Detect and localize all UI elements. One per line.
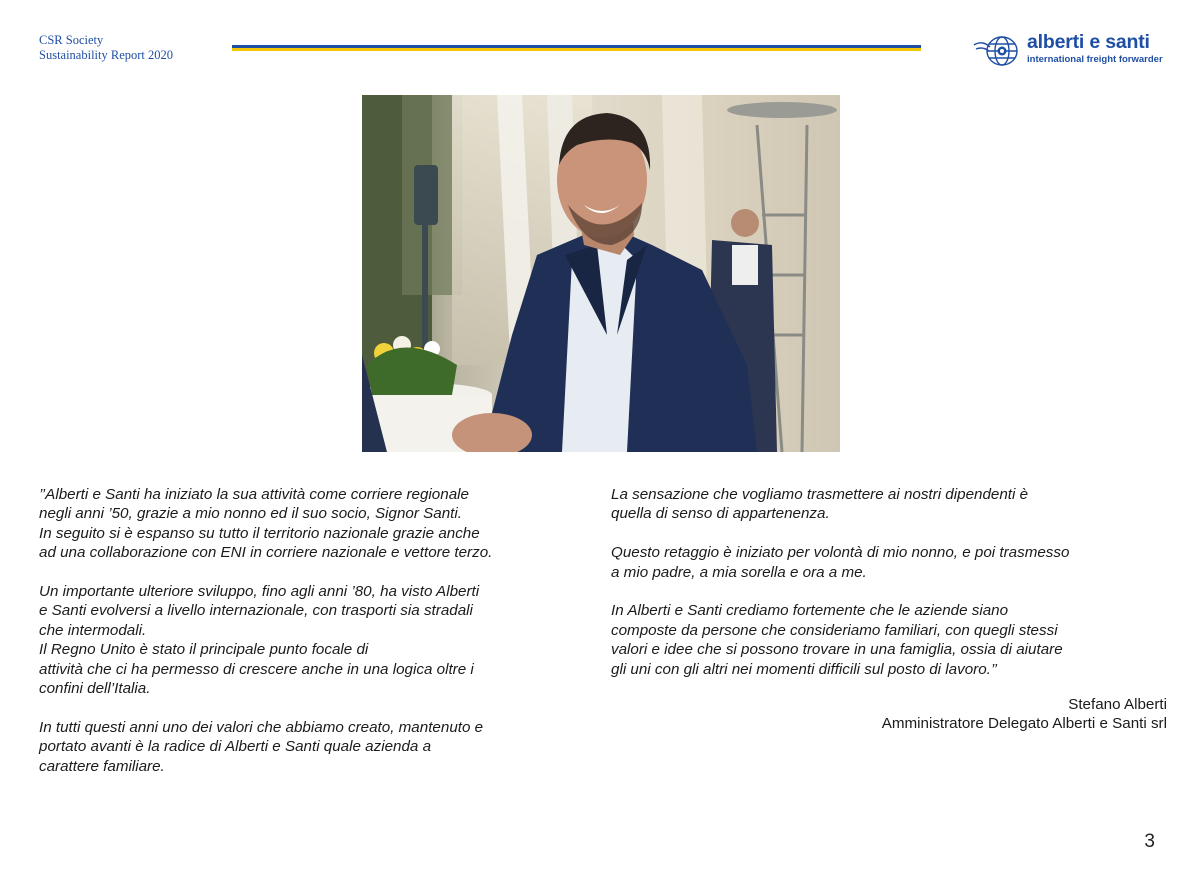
quote-paragraph: In Alberti e Santi crediamo fortemente che le aziende siano composte da persone che consideriamo familiari, con quegli stessi valori e idee che si possono trovare in una famiglia, ossia di aiutare gli uni con gli altri nei momenti difficili sul posto di lavoro.’’ xyxy=(611,602,1063,678)
header-divider-yellow xyxy=(232,48,921,51)
quote-left-column xyxy=(39,485,599,795)
quote-paragraph: La sensazione che vogliamo trasmettere ai nostri dipendenti è quella di senso di appartenenza. xyxy=(611,486,1029,523)
header-divider xyxy=(232,45,921,51)
logo-brand: alberti e santi xyxy=(1027,31,1150,53)
signature-name: Stefano Alberti xyxy=(1068,696,1167,713)
globe-icon xyxy=(972,35,1024,67)
logo-tagline: international freight forwarder xyxy=(1027,54,1163,65)
quote-paragraph: In tutti questi anni uno dei valori che abbiamo creato, mantenuto e portato avanti è la radice di Alberti e Santi quale azienda a carattere familiare. xyxy=(39,718,484,775)
quote-paragraph: ’’Alberti e Santi ha iniziato la sua attività come corriere regionale negli anni ’50, grazie a mio nonno ed il suo socio, Signor Santi. In seguito si è espanso su tutto il territorio nazionale grazie anche ad una collaborazione con ENI in corriere nazionale e vettore terzo. xyxy=(39,486,493,562)
signature-role: Amministratore Delegato Alberti e Santi srl xyxy=(881,715,1167,733)
header-society: CSR Society xyxy=(39,33,104,47)
portrait-photo xyxy=(362,95,840,452)
report-header xyxy=(39,33,173,63)
page-number: 3 xyxy=(1144,831,1155,852)
signature xyxy=(882,695,1167,734)
quote-paragraph: Un importante ulteriore sviluppo, fino agli anni ’80, ha visto Alberti e Santi evolversi a livello internazionale, con trasporti sia stradali che intermodali. Il Regno Unito è stato il principale punto focale di attività che ci ha permesso di crescere anche in una logica oltre i confini dell’Italia. xyxy=(39,583,480,698)
company-logo xyxy=(972,33,1167,69)
quote-paragraph: Questo retaggio è iniziato per volontà di mio nonno, e poi trasmesso a mio padre, a mia sorella e ora a me. xyxy=(611,544,1070,581)
header-report-title: Sustainability Report 2020 xyxy=(39,48,174,62)
quote-right-column xyxy=(611,485,1176,698)
